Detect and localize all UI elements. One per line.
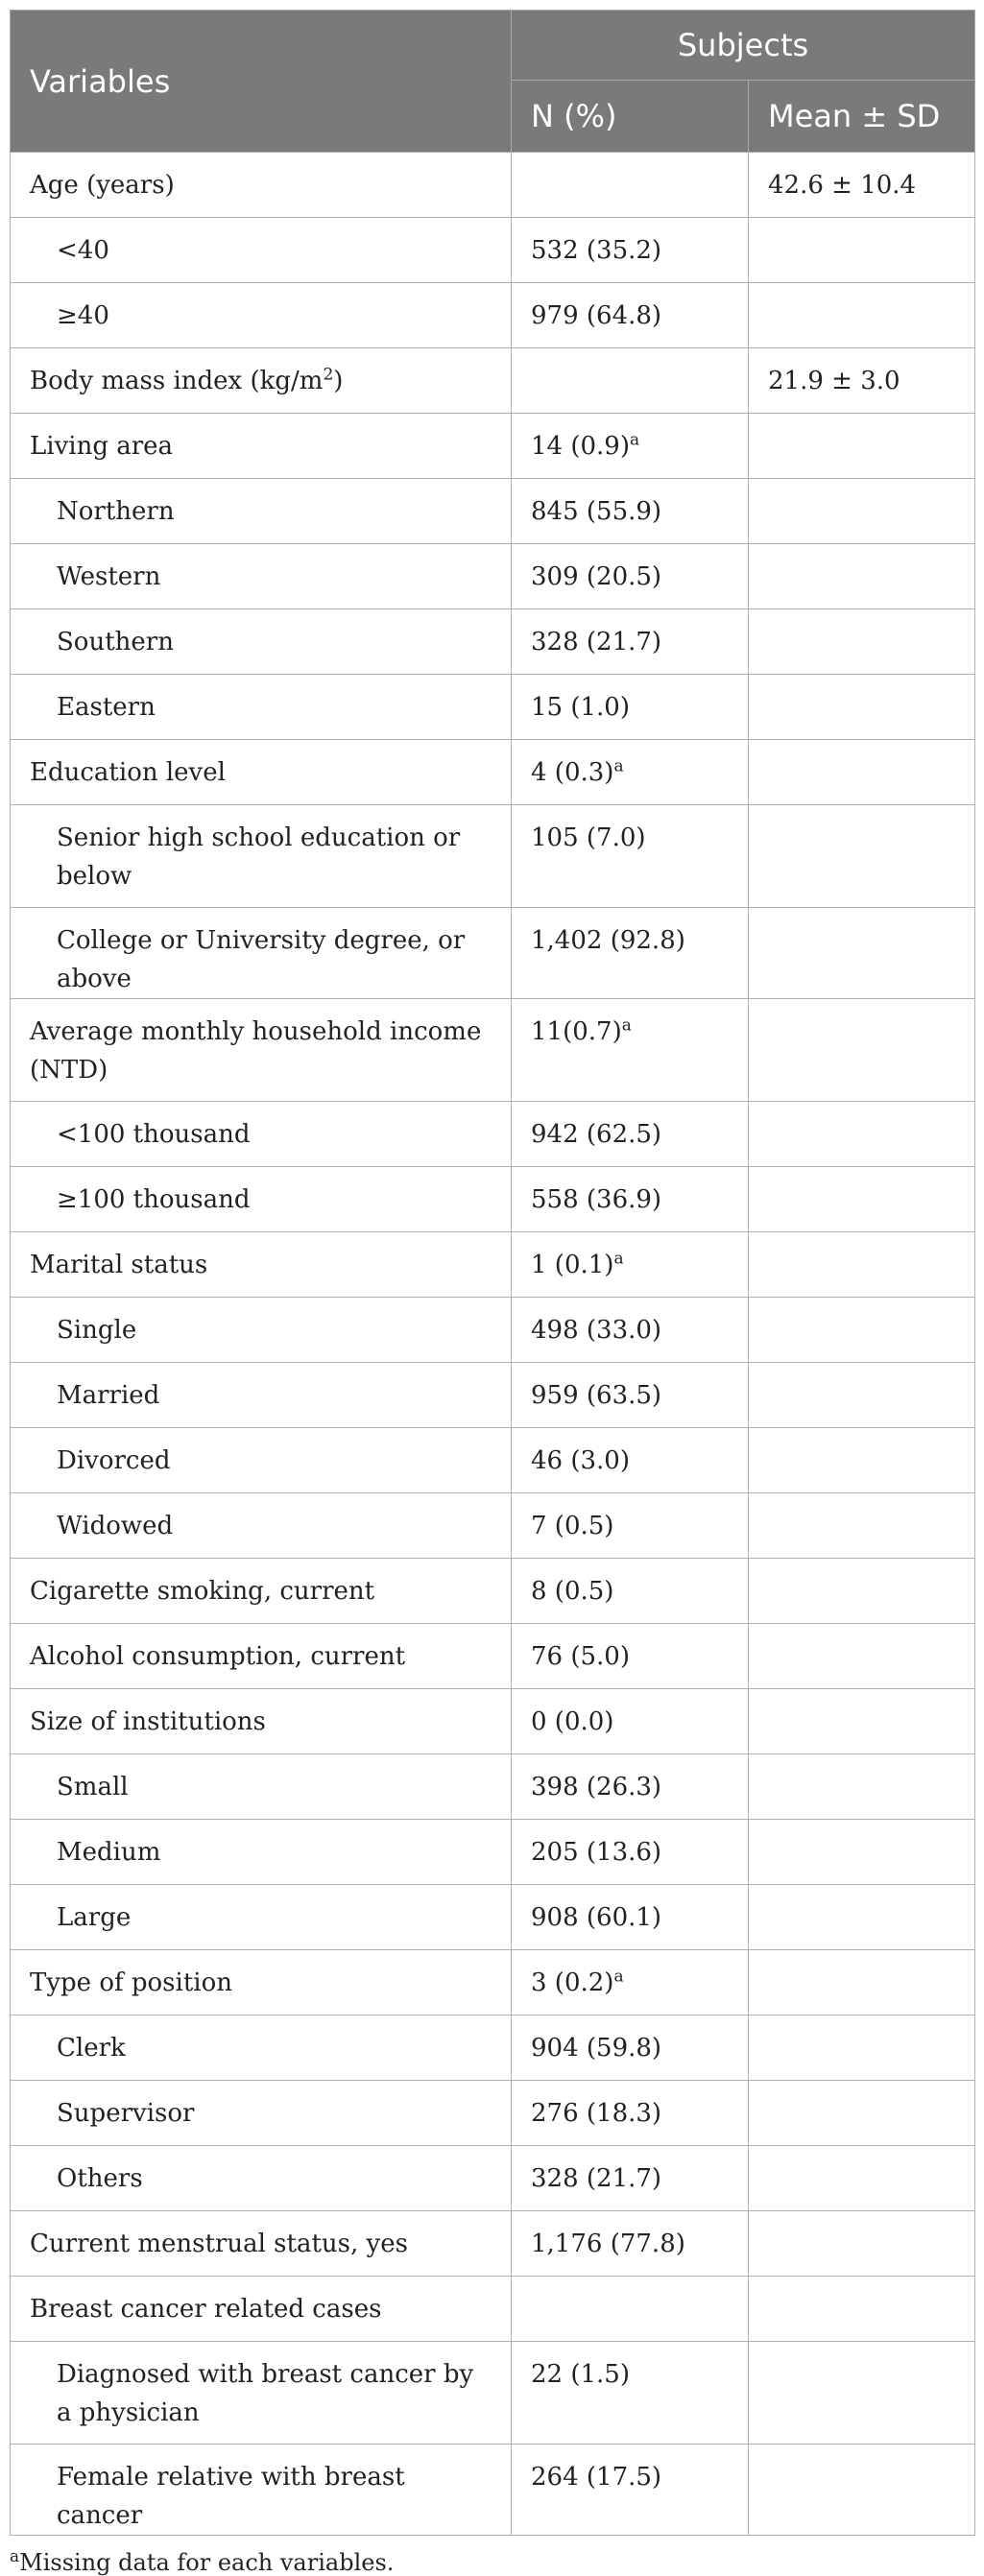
table-row <box>11 740 975 805</box>
mean-sd-cell <box>749 2015 975 2081</box>
n-percent-cell <box>512 414 749 479</box>
variable-label: <40 <box>57 236 109 265</box>
table-row <box>11 2211 975 2277</box>
variable-label: Single <box>57 1316 137 1345</box>
n-percent-value: 11(0.7) <box>531 1017 622 1046</box>
mean-sd-cell <box>749 1232 975 1298</box>
footnote <box>10 2549 974 2576</box>
mean-sd-cell <box>749 153 975 218</box>
table-body <box>11 153 975 2536</box>
variable-label: Body mass index (kg/m <box>30 367 324 395</box>
n-percent-cell <box>512 1167 749 1232</box>
variable-cell <box>11 1950 512 2015</box>
n-percent-cell <box>512 1363 749 1428</box>
n-percent-value: 46 (3.0) <box>531 1446 630 1475</box>
table-row <box>11 1885 975 1950</box>
variable-cell <box>11 2342 512 2445</box>
mean-sd-value: 42.6 ± 10.4 <box>768 171 917 200</box>
mean-sd-cell <box>749 1885 975 1950</box>
variable-label: Living area <box>30 432 174 461</box>
variable-cell <box>11 999 512 1102</box>
n-percent-value: 328 (21.7) <box>531 2164 662 2193</box>
variable-cell <box>11 1559 512 1624</box>
mean-sd-cell <box>749 1689 975 1754</box>
mean-sd-cell <box>749 414 975 479</box>
n-percent-value: 309 (20.5) <box>531 562 662 591</box>
table-row <box>11 1689 975 1754</box>
variable-cell <box>11 1885 512 1950</box>
n-percent-cell <box>512 1232 749 1298</box>
variable-cell <box>11 1363 512 1428</box>
variable-cell <box>11 609 512 675</box>
table-row <box>11 1624 975 1689</box>
mean-sd-cell <box>749 1624 975 1689</box>
variable-cell <box>11 1689 512 1754</box>
variable-label: Marital status <box>30 1251 208 1279</box>
table-row <box>11 1820 975 1885</box>
n-percent-value: 3 (0.2) <box>531 1968 614 1997</box>
variable-cell <box>11 1167 512 1232</box>
n-percent-value: 15 (1.0) <box>531 693 630 722</box>
mean-sd-cell <box>749 1559 975 1624</box>
mean-sd-cell <box>749 1363 975 1428</box>
n-percent-value: 532 (35.2) <box>531 236 662 265</box>
footnote-text: Missing data for each variables. <box>19 2549 395 2576</box>
mean-sd-cell <box>749 479 975 544</box>
n-percent-cell <box>512 153 749 218</box>
table-row <box>11 2081 975 2146</box>
variable-cell <box>11 1754 512 1820</box>
table-row <box>11 1363 975 1428</box>
n-percent-value: 845 (55.9) <box>531 497 662 526</box>
table-row <box>11 1754 975 1820</box>
n-percent-value: 8 (0.5) <box>531 1577 614 1606</box>
table-row <box>11 609 975 675</box>
n-percent-value: 7 (0.5) <box>531 1512 614 1540</box>
table-row <box>11 908 975 999</box>
table-row <box>11 1428 975 1493</box>
mean-sd-cell <box>749 609 975 675</box>
n-percent-cell <box>512 2342 749 2445</box>
n-percent-value: 0 (0.0) <box>531 1707 614 1736</box>
label-superscript: 2 <box>323 365 334 385</box>
n-percent-cell <box>512 479 749 544</box>
variable-cell <box>11 1102 512 1167</box>
variable-label: Cigarette smoking, current <box>30 1577 375 1606</box>
n-percent-value: 276 (18.3) <box>531 2099 662 2128</box>
mean-sd-cell <box>749 2146 975 2211</box>
n-percent-cell <box>512 544 749 609</box>
n-percent-cell <box>512 1820 749 1885</box>
mean-sd-cell <box>749 675 975 740</box>
n-percent-value: 498 (33.0) <box>531 1316 662 1345</box>
mean-sd-cell <box>749 2445 975 2536</box>
table-row <box>11 283 975 348</box>
mean-sd-cell <box>749 544 975 609</box>
variable-label: Senior high school education or below <box>57 823 461 891</box>
variable-cell <box>11 2015 512 2081</box>
n-percent-value: 942 (62.5) <box>531 1120 662 1149</box>
variable-label: ≥40 <box>57 301 109 330</box>
n-percent-cell <box>512 2081 749 2146</box>
missing-data-mark: a <box>613 1967 624 1987</box>
table-row <box>11 544 975 609</box>
variable-cell <box>11 2146 512 2211</box>
variable-label: ≥100 thousand <box>57 1185 251 1214</box>
variable-cell <box>11 2211 512 2277</box>
mean-sd-cell <box>749 1754 975 1820</box>
table-row <box>11 1232 975 1298</box>
variable-label: Age (years) <box>30 171 175 200</box>
mean-sd-cell <box>749 999 975 1102</box>
n-percent-value: 76 (5.0) <box>531 1642 630 1671</box>
mean-sd-cell <box>749 1428 975 1493</box>
n-percent-value: 908 (60.1) <box>531 1903 662 1932</box>
n-percent-cell <box>512 609 749 675</box>
n-percent-cell <box>512 2015 749 2081</box>
n-percent-cell <box>512 2146 749 2211</box>
demographics-table <box>10 10 975 2536</box>
variable-cell <box>11 908 512 999</box>
mean-sd-cell <box>749 1493 975 1559</box>
table-row <box>11 2342 975 2445</box>
n-percent-cell <box>512 1885 749 1950</box>
variable-label: Size of institutions <box>30 1707 266 1736</box>
missing-data-mark: a <box>613 1249 624 1269</box>
table-row <box>11 2015 975 2081</box>
variable-label: Alcohol consumption, current <box>30 1642 406 1671</box>
n-percent-value: 558 (36.9) <box>531 1185 662 1214</box>
n-percent-value: 4 (0.3) <box>531 758 614 787</box>
variable-label: Education level <box>30 758 226 787</box>
table-row <box>11 1102 975 1167</box>
variable-label: Married <box>57 1381 160 1410</box>
n-percent-value: 904 (59.8) <box>531 2034 662 2063</box>
n-percent-value: 14 (0.9) <box>531 432 630 461</box>
variable-cell <box>11 2445 512 2536</box>
mean-sd-cell <box>749 1820 975 1885</box>
header-variables: Variables <box>11 11 512 153</box>
mean-sd-value: 21.9 ± 3.0 <box>768 367 900 395</box>
variable-cell <box>11 2277 512 2342</box>
variable-cell <box>11 348 512 414</box>
table-row <box>11 479 975 544</box>
variable-label: Supervisor <box>57 2099 195 2128</box>
table-row <box>11 1493 975 1559</box>
label-suffix: ) <box>333 367 344 395</box>
mean-sd-cell <box>749 1102 975 1167</box>
missing-data-mark: a <box>629 430 640 450</box>
table-header <box>11 11 975 153</box>
variable-cell <box>11 153 512 218</box>
n-percent-cell <box>512 740 749 805</box>
n-percent-cell <box>512 218 749 283</box>
n-percent-value: 398 (26.3) <box>531 1773 662 1801</box>
table-row <box>11 675 975 740</box>
n-percent-value: 328 (21.7) <box>531 628 662 656</box>
mean-sd-cell <box>749 2342 975 2445</box>
table-row <box>11 1559 975 1624</box>
variable-cell <box>11 1298 512 1363</box>
mean-sd-cell <box>749 348 975 414</box>
variable-label: Eastern <box>57 693 156 722</box>
variable-cell <box>11 675 512 740</box>
n-percent-value: 105 (7.0) <box>531 823 646 852</box>
variable-cell <box>11 1624 512 1689</box>
variable-label: Medium <box>57 1838 161 1867</box>
missing-data-mark: a <box>613 756 624 776</box>
variable-label: Breast cancer related cases <box>30 2295 382 2324</box>
variable-cell <box>11 1232 512 1298</box>
n-percent-cell <box>512 1624 749 1689</box>
mean-sd-cell <box>749 2277 975 2342</box>
variable-label: Large <box>57 1903 132 1932</box>
header-n-percent: N (%) <box>512 81 749 153</box>
n-percent-value: 205 (13.6) <box>531 1838 662 1867</box>
n-percent-cell <box>512 1950 749 2015</box>
variable-cell <box>11 1820 512 1885</box>
mean-sd-cell <box>749 908 975 999</box>
variable-cell <box>11 1428 512 1493</box>
mean-sd-cell <box>749 1167 975 1232</box>
variable-label: Western <box>57 562 161 591</box>
table-row <box>11 2445 975 2536</box>
n-percent-cell <box>512 2211 749 2277</box>
n-percent-cell <box>512 348 749 414</box>
table-row <box>11 1950 975 2015</box>
variable-cell <box>11 2081 512 2146</box>
variable-cell <box>11 283 512 348</box>
n-percent-cell <box>512 999 749 1102</box>
header-mean-sd: Mean ± SD <box>749 81 975 153</box>
n-percent-cell <box>512 1102 749 1167</box>
n-percent-value: 264 (17.5) <box>531 2463 662 2492</box>
n-percent-value: 22 (1.5) <box>531 2360 630 2389</box>
table-row <box>11 218 975 283</box>
mean-sd-cell <box>749 1950 975 2015</box>
n-percent-cell <box>512 805 749 908</box>
table-row <box>11 348 975 414</box>
variable-label: Clerk <box>57 2034 126 2063</box>
variable-label: Divorced <box>57 1446 171 1475</box>
table-row <box>11 1298 975 1363</box>
variable-label: Others <box>57 2164 143 2193</box>
variable-label: College or University degree, or above <box>57 926 466 993</box>
n-percent-cell <box>512 1298 749 1363</box>
n-percent-value: 959 (63.5) <box>531 1381 662 1410</box>
n-percent-value: 1 (0.1) <box>531 1251 614 1279</box>
variable-cell <box>11 479 512 544</box>
table-row <box>11 2277 975 2342</box>
n-percent-value: 979 (64.8) <box>531 301 662 330</box>
n-percent-cell <box>512 1559 749 1624</box>
n-percent-value: 1,176 (77.8) <box>531 2230 685 2258</box>
variable-cell <box>11 805 512 908</box>
variable-label: Current menstrual status, yes <box>30 2230 408 2258</box>
variable-label: Type of position <box>30 1968 232 1997</box>
n-percent-value: 1,402 (92.8) <box>531 926 685 955</box>
n-percent-cell <box>512 283 749 348</box>
mean-sd-cell <box>749 218 975 283</box>
variable-cell <box>11 1493 512 1559</box>
mean-sd-cell <box>749 283 975 348</box>
n-percent-cell <box>512 1754 749 1820</box>
header-subjects: Subjects <box>512 11 975 81</box>
n-percent-cell <box>512 908 749 999</box>
variable-label: Northern <box>57 497 175 526</box>
mean-sd-cell <box>749 740 975 805</box>
variable-label: Diagnosed with breast cancer by a physician <box>57 2360 474 2427</box>
footnote-mark: a <box>10 2547 20 2566</box>
mean-sd-cell <box>749 805 975 908</box>
table-row <box>11 153 975 218</box>
n-percent-cell <box>512 1428 749 1493</box>
variable-label: Average monthly household income (NTD) <box>30 1017 482 1085</box>
variable-label: Small <box>57 1773 129 1801</box>
table-row <box>11 2146 975 2211</box>
table-row <box>11 805 975 908</box>
mean-sd-cell <box>749 1298 975 1363</box>
n-percent-cell <box>512 2277 749 2342</box>
table-container <box>10 10 974 2576</box>
n-percent-cell <box>512 1689 749 1754</box>
variable-label: Female relative with breast cancer <box>57 2463 405 2530</box>
n-percent-cell <box>512 1493 749 1559</box>
variable-label: Widowed <box>57 1512 174 1540</box>
n-percent-cell <box>512 675 749 740</box>
table-row <box>11 414 975 479</box>
variable-cell <box>11 740 512 805</box>
mean-sd-cell <box>749 2211 975 2277</box>
table-row <box>11 1167 975 1232</box>
missing-data-mark: a <box>621 1015 632 1036</box>
variable-label: <100 thousand <box>57 1120 251 1149</box>
variable-cell <box>11 218 512 283</box>
table-row <box>11 999 975 1102</box>
n-percent-cell <box>512 2445 749 2536</box>
variable-cell <box>11 544 512 609</box>
variable-label: Southern <box>57 628 174 656</box>
variable-cell <box>11 414 512 479</box>
mean-sd-cell <box>749 2081 975 2146</box>
